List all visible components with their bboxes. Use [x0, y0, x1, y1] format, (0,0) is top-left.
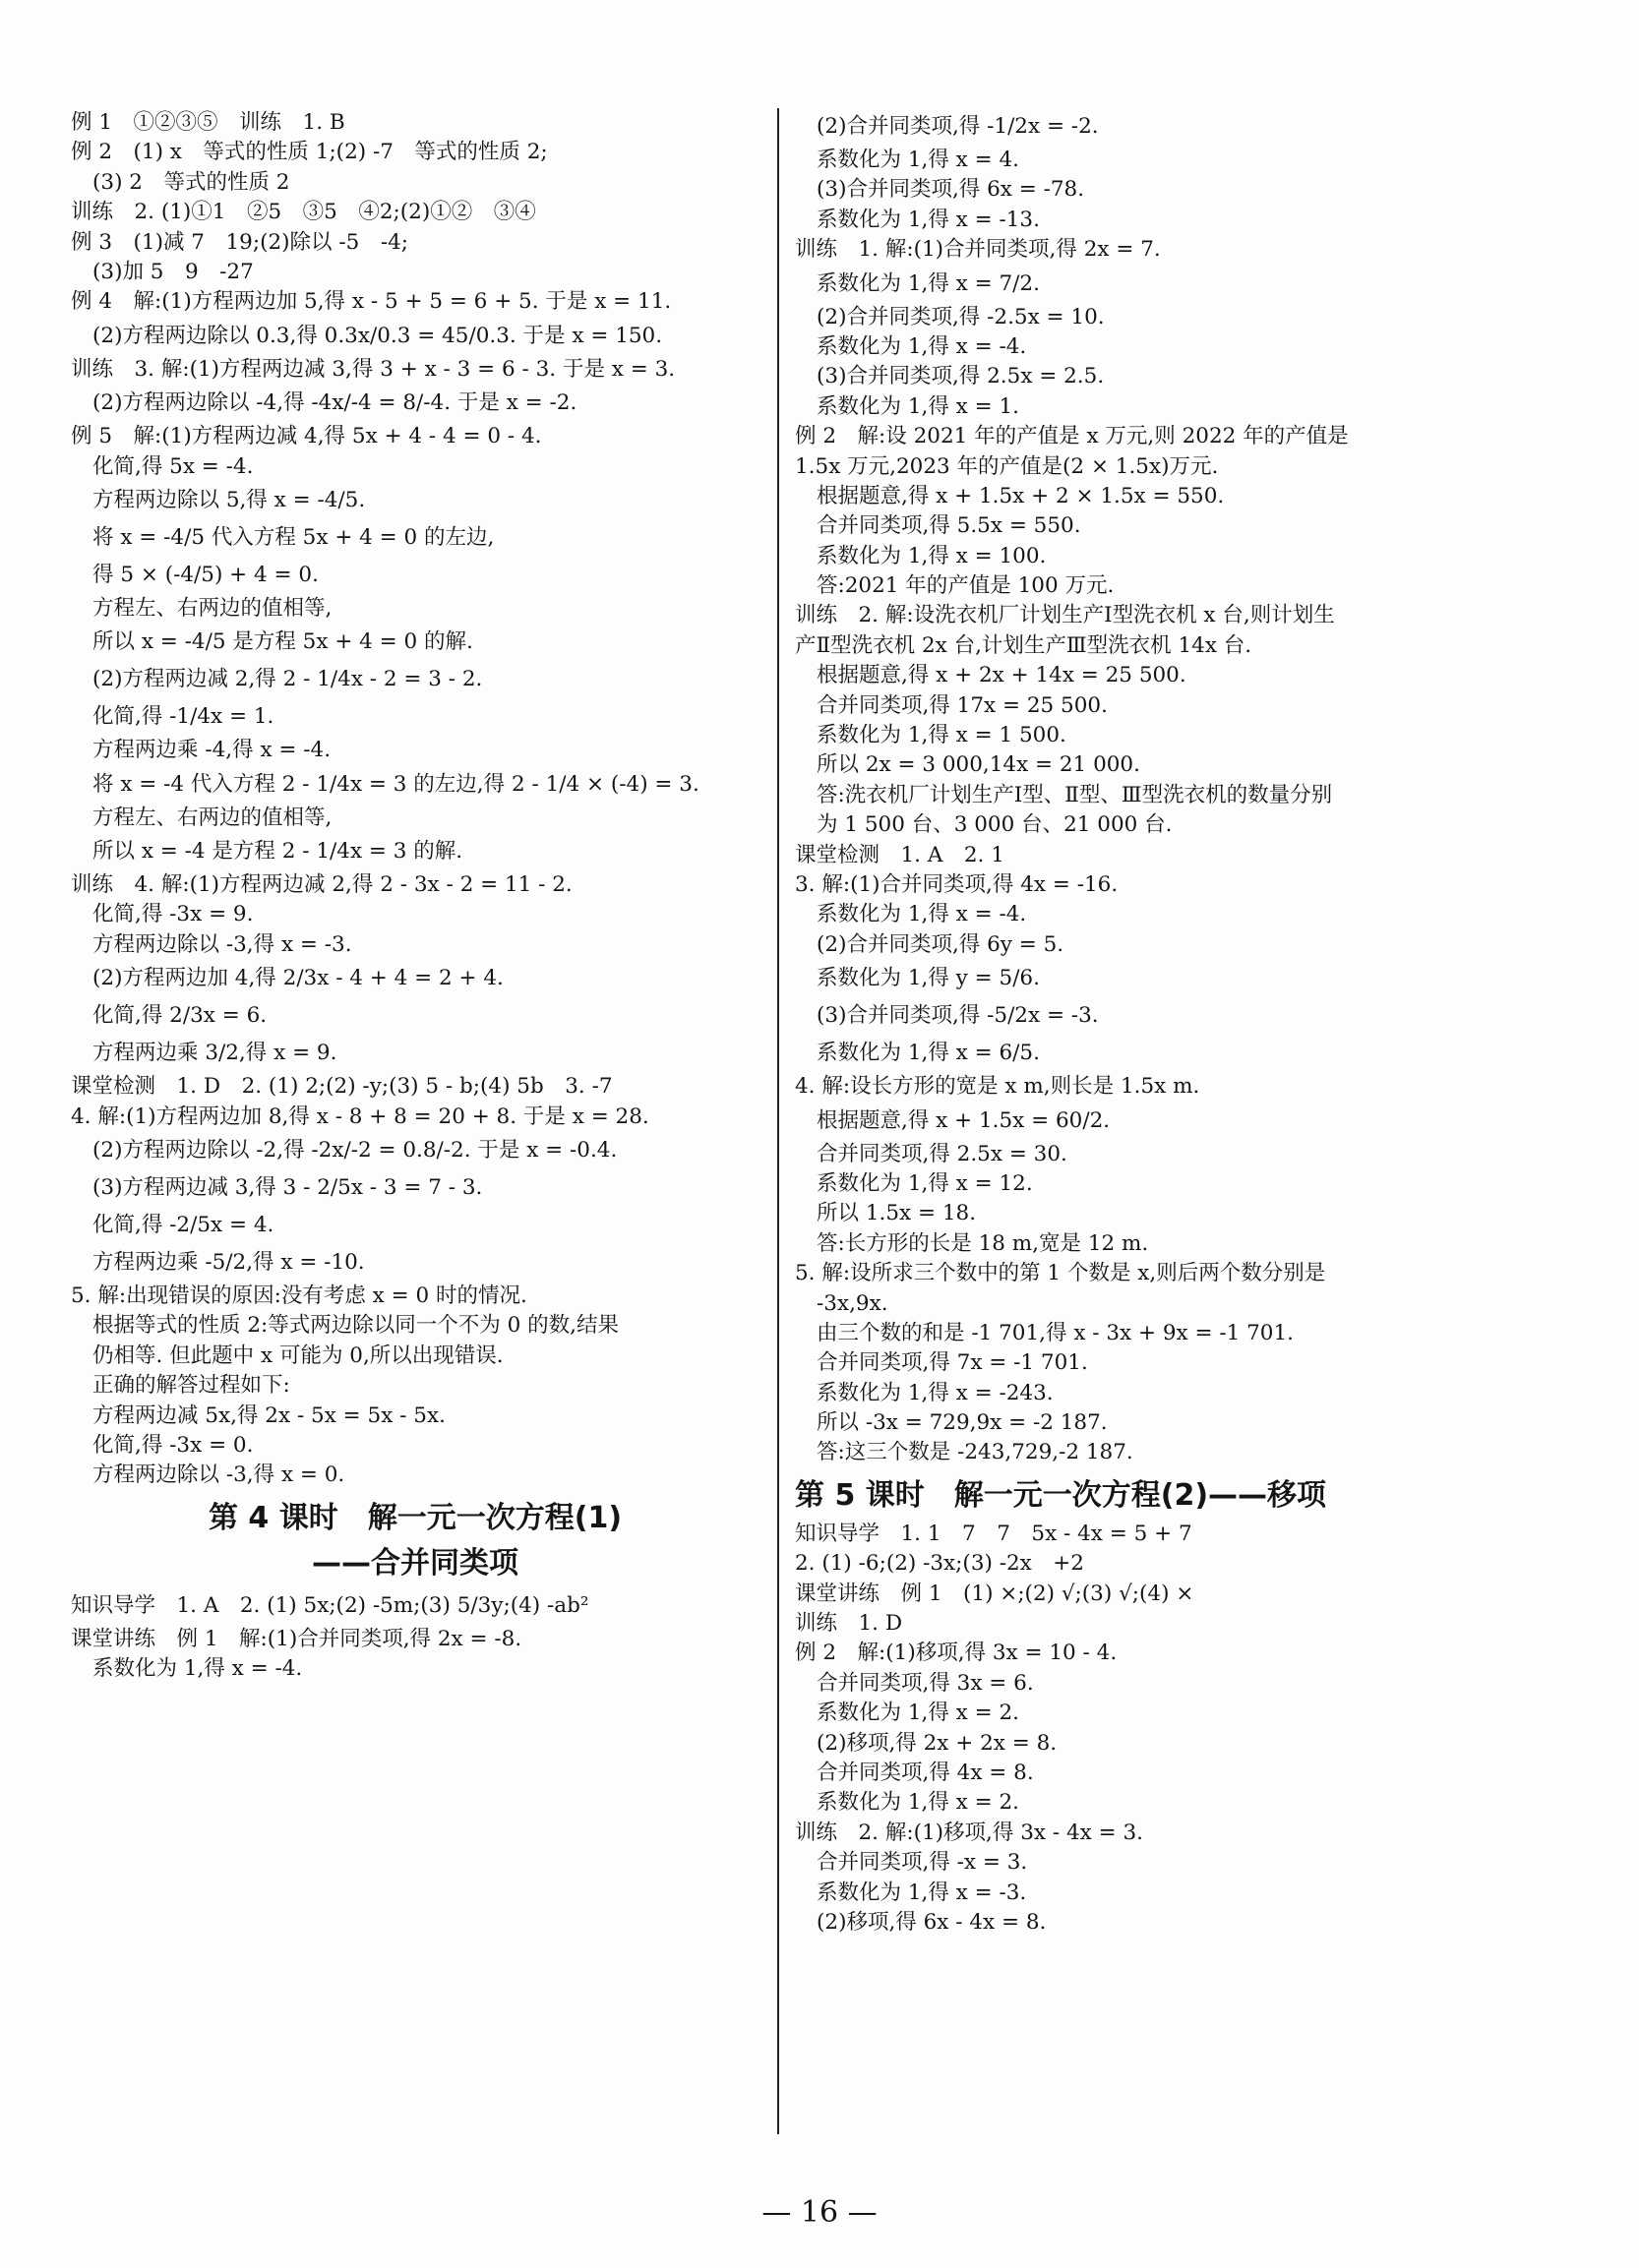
- text-line: 例 1 ①②③⑤ 训练 1. B: [71, 110, 345, 135]
- text-line: 5. 解:出现错误的原因:没有考虑 x = 0 时的情况.: [71, 1283, 527, 1309]
- page-number: — 16 —: [761, 2195, 878, 2230]
- text-line: (2)方程两边除以 -2,得 -2x/-2 = 0.8/-2. 于是 x = -0.4.: [92, 1138, 618, 1164]
- text-line: (2)合并同类项,得 -2.5x = 10.: [817, 304, 1105, 329]
- text-line: 答:洗衣机厂计划生产Ⅰ型、Ⅱ型、Ⅲ型洗衣机的数量分别: [817, 782, 1333, 807]
- text-line: 化简,得 2/3x = 6.: [92, 1003, 268, 1029]
- text-line: (2)方程两边除以 -4,得 -4x/-4 = 8/-4. 于是 x = -2.: [92, 390, 577, 416]
- text-line: 课堂检测 1. D 2. (1) 2;(2) -y;(3) 5 - b;(4) 5b 3. -7: [71, 1074, 613, 1100]
- text-line: 系数化为 1,得 x = 2.: [817, 1701, 1020, 1726]
- text-line: (2)方程两边加 4,得 2/3x - 4 + 4 = 2 + 4.: [92, 966, 504, 991]
- text-line: 方程两边除以 5,得 x = -4/5.: [92, 487, 366, 512]
- text-line: (3)加 5 9 -27: [92, 259, 254, 284]
- text-line: 训练 4. 解:(1)方程两边减 2,得 2 - 3x - 2 = 11 - 2.: [71, 872, 573, 898]
- text-line: 为 1 500 台、3 000 台、21 000 台.: [817, 812, 1173, 838]
- text-line: 合并同类项,得 2.5x = 30.: [817, 1141, 1067, 1166]
- text-line: 答:长方形的长是 18 m,宽是 12 m.: [817, 1230, 1149, 1256]
- text-line: 例 5 解:(1)方程两边减 4,得 5x + 4 - 4 = 0 - 4.: [71, 424, 542, 449]
- text-line: 训练 2. (1)①1 ②5 ③5 ④2;(2)①② ③④: [71, 200, 536, 225]
- text-line: (2)合并同类项,得 6y = 5.: [817, 931, 1064, 957]
- text-line: 训练 3. 解:(1)方程两边减 3,得 3 + x - 3 = 6 - 3. 于是 x = 3.: [71, 356, 676, 382]
- text-line: 根据等式的性质 2:等式两边除以同一个不为 0 的数,结果: [92, 1313, 619, 1339]
- column-divider: [777, 108, 779, 2134]
- text-line: (2)方程两边减 2,得 2 - 1/4x - 2 = 3 - 2.: [92, 667, 483, 692]
- text-line: 合并同类项,得 5.5x = 550.: [817, 513, 1081, 539]
- text-line: 根据题意,得 x + 1.5x = 60/2.: [817, 1107, 1111, 1133]
- text-line: 化简,得 -3x = 9.: [92, 902, 254, 927]
- text-line: 方程两边乘 -5/2,得 x = -10.: [92, 1250, 365, 1276]
- text-line: 方程两边乘 -4,得 x = -4.: [92, 738, 332, 763]
- section-title: 第 5 课时 解一元一次方程(2)——移项: [795, 1477, 1327, 1513]
- text-line: 所以 1.5x = 18.: [817, 1201, 977, 1226]
- text-line: 得 5 × (-4/5) + 4 = 0.: [92, 562, 319, 587]
- text-line: 5. 解:设所求三个数中的第 1 个数是 x,则后两个数分别是: [795, 1261, 1326, 1286]
- right-column: [795, 108, 1484, 1938]
- text-line: 课堂讲练 例 1 (1) ×;(2) √;(3) √;(4) ×: [795, 1581, 1194, 1606]
- text-line: 系数化为 1,得 x = 100.: [817, 543, 1047, 568]
- text-line: 系数化为 1,得 x = -243.: [817, 1380, 1054, 1405]
- text-line: 合并同类项,得 4x = 8.: [817, 1760, 1034, 1785]
- text-line: 所以 x = -4 是方程 2 - 1/4x = 3 的解.: [92, 839, 463, 865]
- text-line: 方程两边除以 -3,得 x = -3.: [92, 931, 352, 957]
- text-line: 1.5x 万元,2023 年的产值是(2 × 1.5x)万元.: [795, 453, 1219, 479]
- text-line: 系数化为 1,得 x = -3.: [817, 1880, 1027, 1905]
- left-column: [71, 108, 759, 1685]
- text-line: (2)移项,得 2x + 2x = 8.: [817, 1730, 1058, 1756]
- text-line: 系数化为 1,得 x = 1 500.: [817, 723, 1066, 748]
- text-line: 课堂检测 1. A 2. 1: [795, 842, 1004, 867]
- text-line: 化简,得 -3x = 0.: [92, 1432, 254, 1458]
- text-line: 正确的解答过程如下:: [92, 1373, 290, 1399]
- text-line: 课堂讲练 例 1 解:(1)合并同类项,得 2x = -8.: [71, 1626, 522, 1651]
- text-line: 方程两边减 5x,得 2x - 5x = 5x - 5x.: [92, 1403, 446, 1428]
- text-line: 系数化为 1,得 x = 7/2.: [817, 270, 1040, 296]
- text-line: 系数化为 1,得 x = -4.: [92, 1656, 303, 1682]
- text-line: (3)合并同类项,得 -5/2x = -3.: [817, 1003, 1099, 1029]
- text-line: 合并同类项,得 -x = 3.: [817, 1850, 1028, 1876]
- text-line: 根据题意,得 x + 1.5x + 2 × 1.5x = 550.: [817, 483, 1225, 508]
- text-line: (2)方程两边除以 0.3,得 0.3x/0.3 = 45/0.3. 于是 x = 150.: [92, 323, 663, 348]
- text-line: 知识导学 1. A 2. (1) 5x;(2) -5m;(3) 5/3y;(4) -ab²: [71, 1592, 589, 1618]
- text-line: 训练 2. 解:设洗衣机厂计划生产Ⅰ型洗衣机 x 台,则计划生: [795, 603, 1335, 628]
- text-line: 合并同类项,得 17x = 25 500.: [817, 692, 1108, 718]
- text-line: 知识导学 1. 1 7 7 5x - 4x = 5 + 7: [795, 1521, 1192, 1546]
- text-line: 例 2 (1) x 等式的性质 1;(2) -7 等式的性质 2;: [71, 140, 548, 165]
- text-line: 例 2 解:设 2021 年的产值是 x 万元,则 2022 年的产值是: [795, 424, 1349, 449]
- text-line: 训练 2. 解:(1)移项,得 3x - 4x = 3.: [795, 1820, 1143, 1845]
- text-line: 化简,得 -2/5x = 4.: [92, 1213, 274, 1238]
- text-line: 训练 1. 解:(1)合并同类项,得 2x = 7.: [795, 237, 1161, 263]
- text-line: 4. 解:设长方形的宽是 x m,则长是 1.5x m.: [795, 1074, 1200, 1100]
- text-line: (2)合并同类项,得 -1/2x = -2.: [817, 114, 1099, 139]
- text-line: 将 x = -4/5 代入方程 5x + 4 = 0 的左边,: [92, 524, 495, 550]
- text-line: 仍相等. 但此题中 x 可能为 0,所以出现错误.: [92, 1343, 504, 1368]
- text-line: 方程两边除以 -3,得 x = 0.: [92, 1462, 345, 1488]
- text-line: 训练 1. D: [795, 1611, 903, 1637]
- text-line: 所以 2x = 3 000,14x = 21 000.: [817, 752, 1140, 778]
- text-line: 系数化为 1,得 x = 1.: [817, 393, 1020, 419]
- text-line: 将 x = -4 代入方程 2 - 1/4x = 3 的左边,得 2 - 1/4 × (-4) = 3.: [92, 771, 699, 797]
- text-line: 方程两边乘 3/2,得 x = 9.: [92, 1041, 337, 1066]
- text-line: 系数化为 1,得 x = 2.: [817, 1790, 1020, 1816]
- text-line: 系数化为 1,得 x = -4.: [817, 902, 1027, 927]
- text-line: (2)移项,得 6x - 4x = 8.: [817, 1909, 1047, 1935]
- section-subtitle: ——合并同类项: [312, 1545, 518, 1581]
- text-line: 所以 -3x = 729,9x = -2 187.: [817, 1410, 1108, 1436]
- text-line: 系数化为 1,得 x = -13.: [817, 207, 1040, 232]
- text-line: 方程左、右两边的值相等,: [92, 595, 333, 621]
- text-line: 4. 解:(1)方程两边加 8,得 x - 8 + 8 = 20 + 8. 于是 x = 28.: [71, 1104, 649, 1129]
- text-line: 由三个数的和是 -1 701,得 x - 3x + 9x = -1 701.: [817, 1320, 1295, 1345]
- text-line: 答:这三个数是 -243,729,-2 187.: [817, 1440, 1133, 1465]
- text-line: 产Ⅱ型洗衣机 2x 台,计划生产Ⅲ型洗衣机 14x 台.: [795, 632, 1252, 658]
- text-line: (3) 2 等式的性质 2: [92, 169, 290, 195]
- text-line: 2. (1) -6;(2) -3x;(3) -2x +2: [795, 1551, 1084, 1577]
- text-line: 系数化为 1,得 x = 4.: [817, 148, 1020, 172]
- text-line: -3x,9x.: [817, 1290, 888, 1316]
- text-line: 化简,得 5x = -4.: [92, 453, 254, 479]
- text-line: 系数化为 1,得 x = -4.: [817, 333, 1027, 359]
- text-line: 系数化为 1,得 x = 6/5.: [817, 1041, 1040, 1066]
- text-line: 系数化为 1,得 y = 5/6.: [817, 966, 1040, 991]
- text-line: 例 3 (1)减 7 19;(2)除以 -5 -4;: [71, 229, 409, 255]
- text-line: 方程左、右两边的值相等,: [92, 805, 333, 830]
- text-line: 所以 x = -4/5 是方程 5x + 4 = 0 的解.: [92, 629, 473, 655]
- text-line: 系数化为 1,得 x = 12.: [817, 1170, 1033, 1196]
- section-title: 第 4 课时 解一元一次方程(1): [208, 1500, 623, 1535]
- text-line: 化简,得 -1/4x = 1.: [92, 704, 274, 730]
- text-line: 根据题意,得 x + 2x + 14x = 25 500.: [817, 663, 1186, 688]
- text-line: 答:2021 年的产值是 100 万元.: [817, 573, 1115, 599]
- text-line: (3)合并同类项,得 6x = -78.: [817, 177, 1085, 203]
- text-line: 例 4 解:(1)方程两边加 5,得 x - 5 + 5 = 6 + 5. 于是 x = 11.: [71, 289, 672, 315]
- text-line: 合并同类项,得 7x = -1 701.: [817, 1350, 1088, 1376]
- text-line: 例 2 解:(1)移项,得 3x = 10 - 4.: [795, 1641, 1118, 1666]
- text-line: (3)合并同类项,得 2.5x = 2.5.: [817, 364, 1105, 389]
- text-line: 3. 解:(1)合并同类项,得 4x = -16.: [795, 871, 1119, 897]
- text-line: 合并同类项,得 3x = 6.: [817, 1670, 1034, 1696]
- text-line: (3)方程两边减 3,得 3 - 2/5x - 3 = 7 - 3.: [92, 1175, 483, 1201]
